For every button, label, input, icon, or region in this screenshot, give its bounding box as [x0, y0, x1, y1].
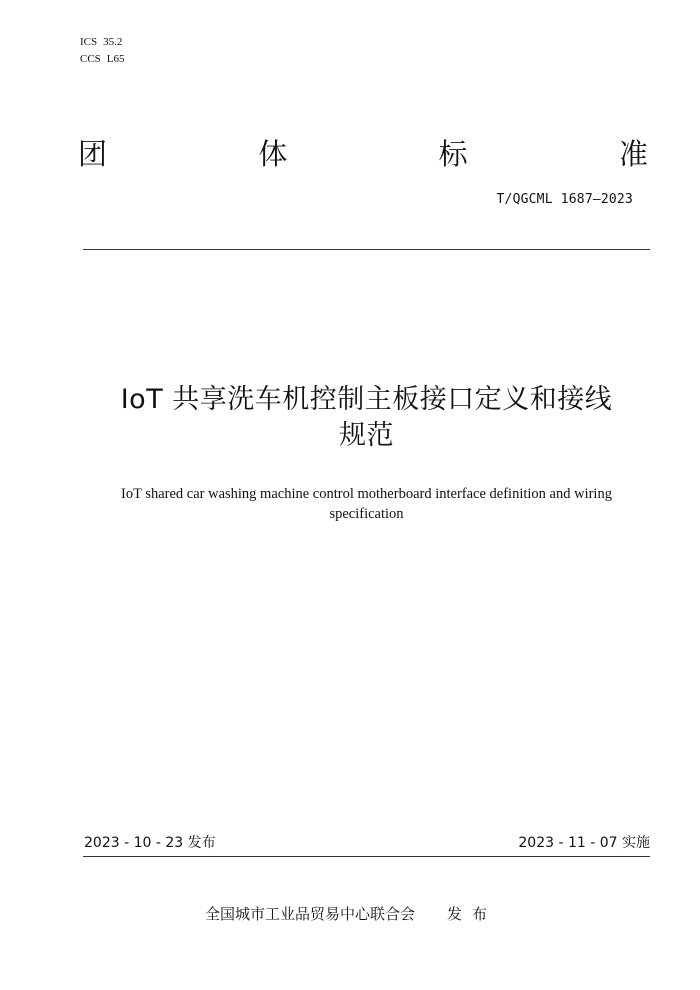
chinese-title: [60, 382, 673, 454]
english-title-line: specification: [329, 506, 404, 522]
top-divider: [83, 249, 650, 250]
standard-number: T/QGCML 1687—2023: [496, 192, 633, 207]
english-title-line: IoT shared car washing machine control motherboard interface definition and wiring: [121, 486, 612, 502]
english-title: [70, 484, 663, 524]
ccs-label: CCS: [80, 53, 101, 65]
publish-date: 2023 - 10 - 23 发布: [84, 835, 216, 851]
ics-code-row: [80, 34, 125, 51]
standard-type-heading: [78, 136, 648, 172]
standard-type-char: 团: [78, 137, 108, 171]
ics-label: ICS: [80, 36, 98, 48]
ics-value: 35.2: [103, 36, 123, 48]
ccs-value: L65: [106, 53, 125, 65]
bottom-divider: [83, 856, 650, 857]
standard-type-char: 体: [258, 137, 288, 171]
chinese-title-line: IoT 共享洗车机控制主板接口定义和接线: [120, 384, 613, 415]
standard-type-char: 标: [438, 137, 468, 171]
standard-type-char: 准: [618, 137, 648, 171]
ccs-code-row: [80, 51, 125, 68]
issuer: [205, 905, 497, 923]
implement-date: 2023 - 11 - 07 实施: [518, 835, 650, 851]
issuer-action: 发布: [447, 905, 498, 923]
chinese-title-line: 规范: [339, 420, 394, 451]
classification-codes: [80, 34, 125, 68]
issuer-organization: 全国城市工业品贸易中心联合会: [205, 905, 416, 923]
